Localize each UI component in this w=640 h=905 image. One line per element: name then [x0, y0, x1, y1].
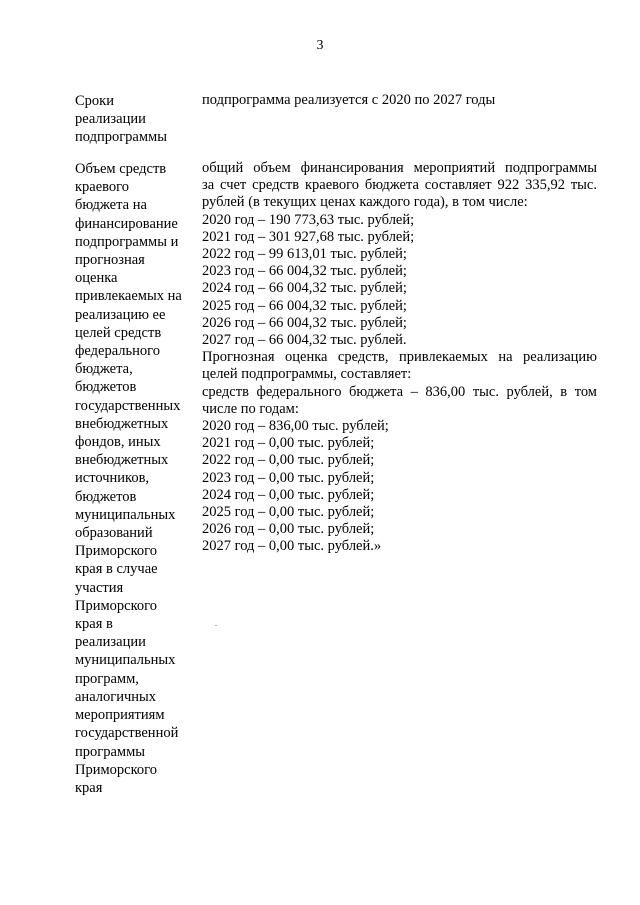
label-line: бюджета, — [75, 361, 133, 378]
label-line: муниципальных — [75, 652, 176, 669]
label-line: реализацию ее — [75, 306, 166, 323]
value-line: за счет средств краевого бюджета составляет 922 335,92 тыс. — [202, 177, 597, 194]
label-line: аналогичных — [75, 688, 156, 705]
row-label — [75, 160, 190, 797]
value-line: 2027 год – 0,00 тыс. рублей.» — [202, 538, 382, 555]
label-line: бюджетов — [75, 488, 137, 505]
value-line: 2025 год – 0,00 тыс. рублей; — [202, 504, 375, 521]
value-line: 2023 год – 66 004,32 тыс. рублей; — [202, 263, 407, 280]
label-line: Приморского — [75, 597, 157, 614]
value-line: Прогнозная оценка средств, привлекаемых на реализацию — [202, 349, 597, 366]
label-line: подпрограммы и — [75, 233, 179, 250]
value-line: рублей (в текущих ценах каждого года), в том числе: — [202, 194, 528, 211]
value-line: 2026 год – 66 004,32 тыс. рублей; — [202, 314, 407, 331]
label-line: прогнозная — [75, 252, 145, 269]
label-line: целей средств — [75, 324, 162, 341]
page-number: 3 — [316, 38, 324, 53]
label-line: бюджетов — [75, 379, 137, 396]
label-line: бюджета на — [75, 197, 147, 214]
label-line: источников, — [75, 470, 150, 487]
label-line: края в случае — [75, 561, 158, 578]
value-line: 2023 год – 0,00 тыс. рублей; — [202, 469, 375, 486]
value-line: подпрограмма реализуется с 2020 по 2027 годы — [202, 92, 496, 108]
label-line: привлекаемых на — [75, 288, 182, 305]
value-line: 2024 год – 66 004,32 тыс. рублей; — [202, 280, 407, 297]
label-line: Объем средств — [75, 161, 167, 177]
label-line: государственных — [75, 397, 181, 414]
label-line: Приморского — [75, 543, 157, 560]
value-line: 2021 год – 301 927,68 тыс. рублей; — [202, 228, 415, 245]
value-line: 2027 год – 66 004,32 тыс. рублей. — [202, 332, 407, 349]
label-line: реализации — [75, 111, 146, 128]
value-line: 2026 год – 0,00 тыс. рублей; — [202, 521, 375, 538]
label-line: реализации — [75, 634, 146, 651]
label-line: края в — [75, 616, 113, 633]
value-line: средств федерального бюджета – 836,00 тыс. рублей, в том — [202, 383, 597, 400]
value-line: 2022 год – 99 613,01 тыс. рублей; — [202, 246, 407, 263]
value-line: 2020 год – 190 773,63 тыс. рублей; — [202, 211, 415, 228]
label-line: подпрограммы — [75, 129, 167, 146]
value-line: 2025 год – 66 004,32 тыс. рублей; — [202, 297, 407, 314]
label-line: программ, — [75, 670, 139, 687]
label-line: края — [75, 779, 103, 796]
scan-speck — [215, 625, 217, 626]
label-line: внебюджетных — [75, 452, 169, 469]
row-value — [202, 160, 597, 556]
value-line: целей подпрограммы, составляет: — [202, 366, 412, 383]
label-line: Сроки — [75, 93, 114, 109]
value-line: 2021 год – 0,00 тыс. рублей; — [202, 435, 375, 452]
value-line: 2020 год – 836,00 тыс. рублей; — [202, 418, 389, 435]
label-line: участия — [75, 579, 124, 596]
label-line: оценка — [75, 270, 118, 287]
value-line: 2024 год – 0,00 тыс. рублей; — [202, 486, 375, 503]
label-line: фондов, иных — [75, 434, 161, 451]
value-line: общий объем финансирования мероприятий подпрограммы — [202, 160, 597, 176]
label-line: программы — [75, 743, 145, 760]
label-line: финансирование — [75, 215, 178, 232]
label-line: мероприятиям — [75, 707, 165, 724]
value-line: числе по годам: — [202, 400, 299, 417]
label-line: образований — [75, 525, 153, 542]
value-line: 2022 год – 0,00 тыс. рублей; — [202, 452, 375, 469]
label-line: федерального — [75, 343, 160, 360]
label-line: муниципальных — [75, 506, 176, 523]
label-line: краевого — [75, 179, 129, 196]
label-line: государственной — [75, 725, 179, 742]
row-value — [202, 92, 597, 109]
row-label — [75, 92, 190, 147]
label-line: Приморского — [75, 761, 157, 778]
label-line: внебюджетных — [75, 415, 169, 432]
